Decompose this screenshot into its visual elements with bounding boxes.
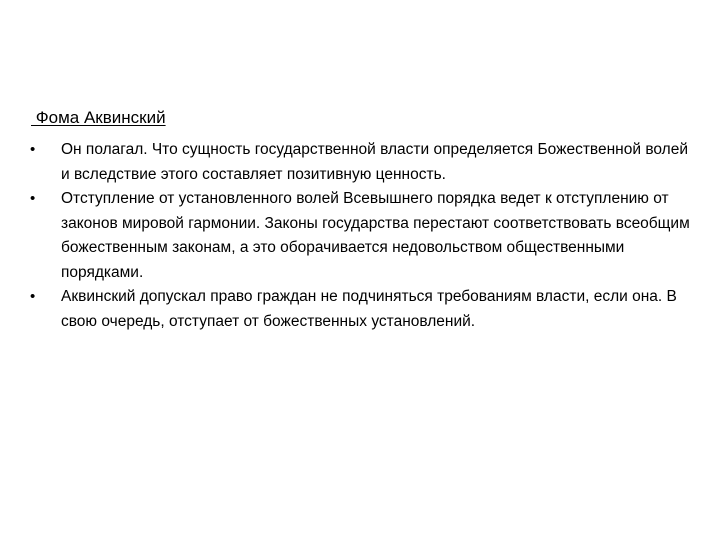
list-item — [30, 187, 700, 285]
list-item — [30, 285, 700, 334]
bullet-icon: • — [30, 141, 36, 158]
bullet-text: Он полагал. Что сущность государственной власти определяется Божественной волей и вследствие этого составляет позитивную ценность. — [61, 141, 688, 183]
bullet-text: Аквинский допускал право граждан не подчиняться требованиям власти, если она. В свою очередь, отступает от божественных установлений. — [61, 288, 677, 330]
bullet-icon: • — [30, 288, 36, 305]
bullet-icon: • — [30, 190, 36, 207]
bullet-text: Отступление от установленного волей Всевышнего порядка ведет к отступлению от законов мировой гармонии. Законы государства перестают соответствовать всеобщим божественным законам, а это оборачивается недовольством общественными порядками. — [61, 190, 690, 281]
slide-title: Фома Аквинский — [31, 108, 166, 127]
bullet-list — [30, 138, 700, 334]
list-item — [30, 138, 700, 187]
